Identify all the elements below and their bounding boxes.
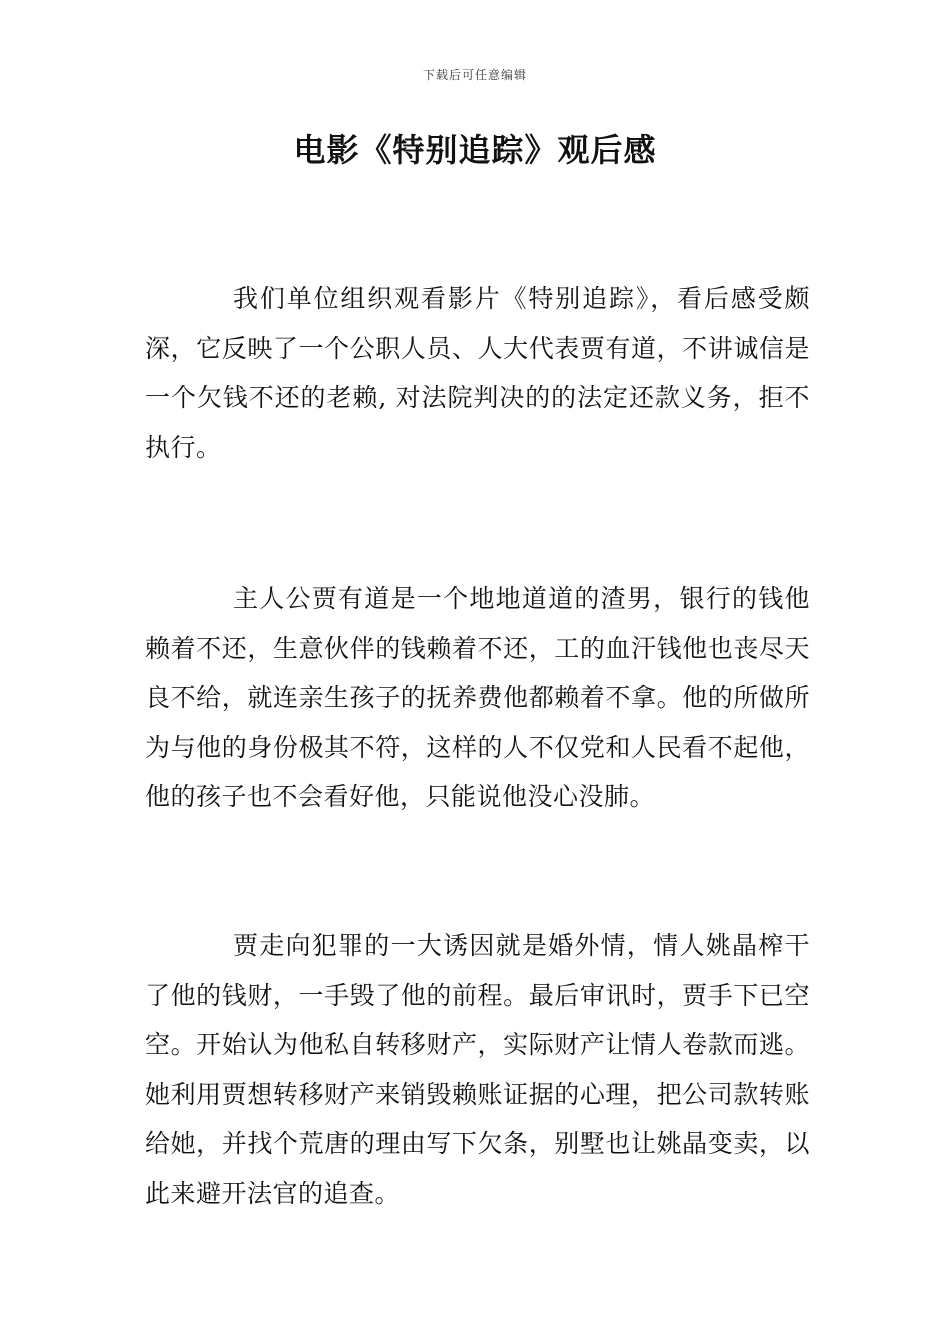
paragraph-3: 贾走向犯罪的一大诱因就是婚外情，情人姚晶榨干了他的钱财，一手毁了他的前程。最后审讯时，贾手下已空空。开始认为他私自转移财产，实际财产让情人卷款而逃。她利用贾想转移财产来销毁赖账证据的心理，把公司款转账给她，并找个荒唐的理由写下欠条，别墅也让姚晶变卖，以此来避开法官的追查。	[145, 931, 810, 1208]
paragraph-2: 主人公贾有道是一个地地道道的渣男，银行的钱他赖着不还，生意伙伴的钱赖着不还，工的血汗钱他也丧尽天良不给，就连亲生孩子的抚养费他都赖着不拿。他的所做所为与他的身份极其不符，这样的人不仅党和人民看不起他，他的孩子也不会看好他，只能说他没心没肺。	[145, 584, 810, 811]
document-title: 电影《特别追踪》观后感	[293, 131, 657, 169]
paragraph-1: 我们单位组织观看影片《特别追踪》，看后感受颇深，它反映了一个公职人员、人大代表贾有道，不讲诚信是一个欠钱不还的老赖, 对法院判决的的法定还款义务，拒不执行。	[145, 284, 810, 462]
header-note: 下载后可任意编辑	[422, 68, 527, 82]
